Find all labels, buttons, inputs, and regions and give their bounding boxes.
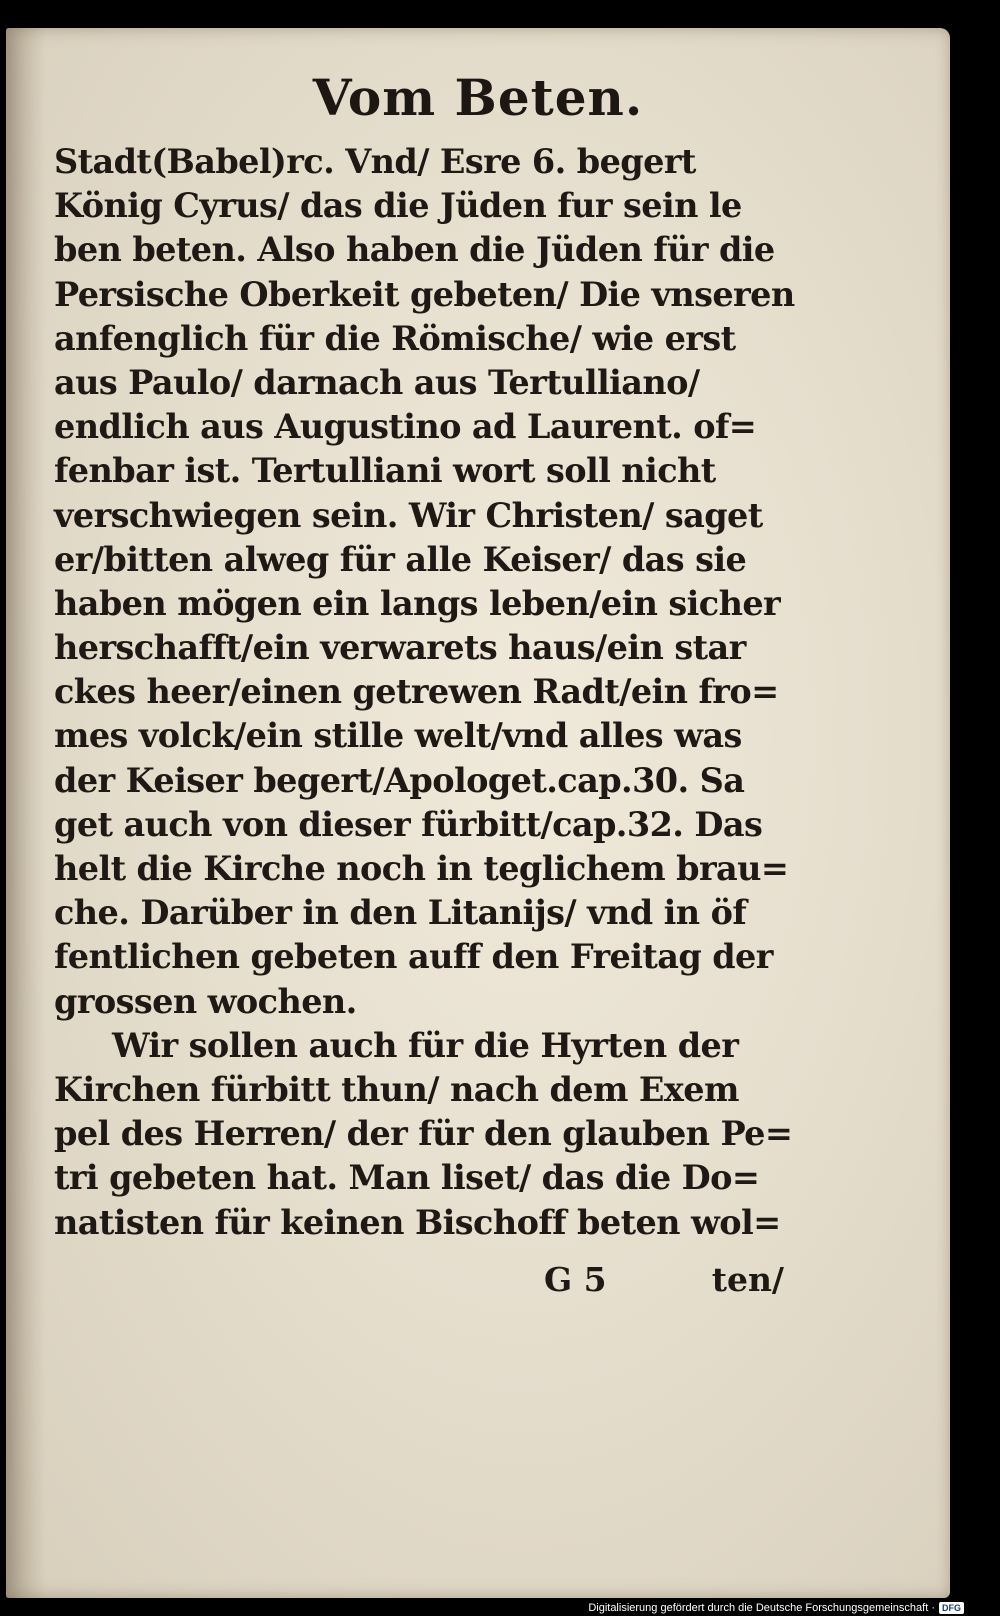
text-line: pel des Herren/ der für den glauben Pe= — [54, 1114, 793, 1154]
credit-text: Digitalisierung gefördert durch die Deutsche Forschungsgemeinschaft · — [588, 1602, 935, 1614]
catchword: ten/ — [711, 1260, 784, 1299]
binding-shadow — [6, 28, 46, 1598]
text-line: tri gebeten hat. Man liset/ das die Do= — [54, 1158, 760, 1198]
text-line: anfenglich für die Römische/ wie erst — [54, 318, 736, 358]
text-block — [54, 140, 824, 1245]
text-line: ckes heer/einen getrewen Radt/ein fro= — [54, 672, 779, 712]
text-line: ben beten. Also haben die Jüden für die — [54, 230, 775, 270]
text-line: er/bitten alweg für alle Keiser/ das sie — [54, 539, 747, 579]
text-line: che. Darüber in den Litanijs/ vnd in öf — [54, 893, 747, 933]
dfg-logo: DFG — [939, 1602, 964, 1614]
text-line: Kirchen fürbitt thun/ nach dem Exem — [54, 1069, 739, 1109]
text-line: Stadt(Babel)rc. Vnd/ Esre 6. begert — [54, 142, 696, 181]
text-line: haben mögen ein langs leben/ein sicher — [54, 583, 781, 623]
text-line: mes volck/ein stille welt/vnd alles was — [54, 716, 742, 756]
text-line: helt die Kirche noch in teglichem brau= — [54, 849, 789, 888]
text-line: herschafft/ein verwarets haus/ein star — [54, 628, 746, 668]
signature-mark: G 5 — [544, 1260, 607, 1299]
text-line: fentlichen gebeten auff den Freitag der — [54, 937, 773, 977]
digitization-credit — [588, 1602, 964, 1614]
text-line: Wir sollen auch für die Hyrten der — [112, 1025, 739, 1065]
text-line: endlich aus Augustino ad Laurent. of= — [54, 407, 757, 447]
text-line: natisten für keinen Bischoff beten wol= — [54, 1202, 781, 1242]
text-line: fenbar ist. Tertulliani wort soll nicht — [54, 451, 716, 491]
text-line: aus Paulo/ darnach aus Tertulliano/ — [54, 362, 700, 402]
text-line: grossen wochen. — [54, 981, 357, 1021]
page-footer — [54, 1260, 784, 1306]
text-line: König Cyrus/ das die Jüden fur sein le — [54, 186, 742, 226]
text-line: der Keiser begert/Apologet.cap.30. Sa — [54, 760, 745, 800]
running-head: Vom Beten. — [312, 68, 644, 127]
book-page — [6, 28, 950, 1598]
text-line: Persische Oberkeit gebeten/ Die vnseren — [54, 274, 795, 314]
text-line: get auch von dieser fürbitt/cap.32. Das — [54, 804, 763, 844]
text-line: verschwiegen sein. Wir Christen/ saget — [54, 495, 763, 535]
